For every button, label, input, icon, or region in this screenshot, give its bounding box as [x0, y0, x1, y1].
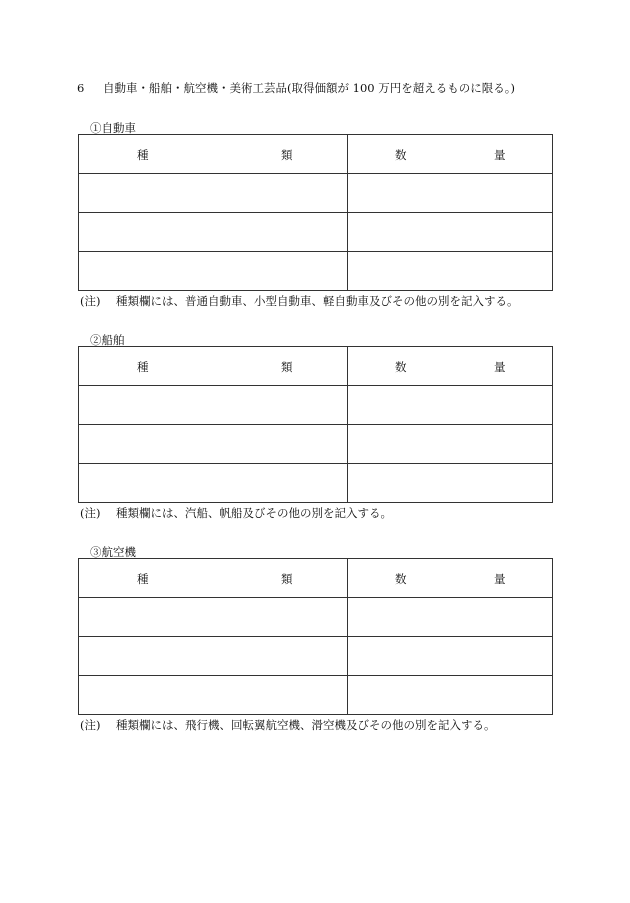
kind-cell[interactable] — [79, 252, 348, 291]
kind-cell[interactable] — [79, 676, 348, 715]
kind-column-header: 種 類 — [79, 559, 348, 598]
aircraft-note — [80, 717, 496, 733]
kind-cell[interactable] — [79, 213, 348, 252]
kind-cell[interactable] — [79, 425, 348, 464]
quantity-cell[interactable] — [348, 598, 553, 637]
automobile-note — [80, 293, 519, 309]
table-row — [79, 252, 553, 291]
quantity-column-header: 数 量 — [348, 135, 553, 174]
ship-table — [78, 346, 553, 503]
table-header-row — [79, 347, 553, 386]
kind-column-header: 種 類 — [79, 347, 348, 386]
quantity-column-header: 数 量 — [348, 559, 553, 598]
section-title-ship: ②船舶 — [90, 333, 125, 347]
note-tag: (注) — [80, 294, 101, 308]
quantity-cell[interactable] — [348, 676, 553, 715]
kind-cell[interactable] — [79, 174, 348, 213]
note-text: 種類欄には、汽船、帆船及びその他の別を記入する。 — [116, 506, 392, 520]
quantity-cell[interactable] — [348, 386, 553, 425]
table-header-row — [79, 135, 553, 174]
aircraft-table — [78, 558, 553, 715]
table-row — [79, 213, 553, 252]
table-row — [79, 637, 553, 676]
note-tag: (注) — [80, 718, 101, 732]
heading-number: 6 — [77, 81, 85, 95]
quantity-cell[interactable] — [348, 637, 553, 676]
table-row — [79, 464, 553, 503]
section-title-aircraft: ③航空機 — [90, 545, 136, 559]
note-text: 種類欄には、普通自動車、小型自動車、軽自動車及びその他の別を記入する。 — [116, 294, 519, 308]
ship-note — [80, 505, 392, 521]
table-row — [79, 598, 553, 637]
table-header-row — [79, 559, 553, 598]
note-text: 種類欄には、飛行機、回転翼航空機、滑空機及びその他の別を記入する。 — [116, 718, 496, 732]
quantity-cell[interactable] — [348, 174, 553, 213]
quantity-cell[interactable] — [348, 464, 553, 503]
page-heading — [77, 80, 515, 96]
kind-cell[interactable] — [79, 464, 348, 503]
table-row — [79, 386, 553, 425]
kind-cell[interactable] — [79, 637, 348, 676]
kind-cell[interactable] — [79, 386, 348, 425]
section-title-automobile: ①自動車 — [90, 121, 136, 135]
quantity-cell[interactable] — [348, 425, 553, 464]
quantity-column-header: 数 量 — [348, 347, 553, 386]
note-tag: (注) — [80, 506, 101, 520]
quantity-cell[interactable] — [348, 252, 553, 291]
quantity-cell[interactable] — [348, 213, 553, 252]
automobile-table — [78, 134, 553, 291]
heading-text: 自動車・船舶・航空機・美術工芸品(取得価額が 100 万円を超えるものに限る。) — [103, 81, 515, 95]
kind-column-header: 種 類 — [79, 135, 348, 174]
table-row — [79, 676, 553, 715]
kind-cell[interactable] — [79, 598, 348, 637]
table-row — [79, 425, 553, 464]
table-row — [79, 174, 553, 213]
